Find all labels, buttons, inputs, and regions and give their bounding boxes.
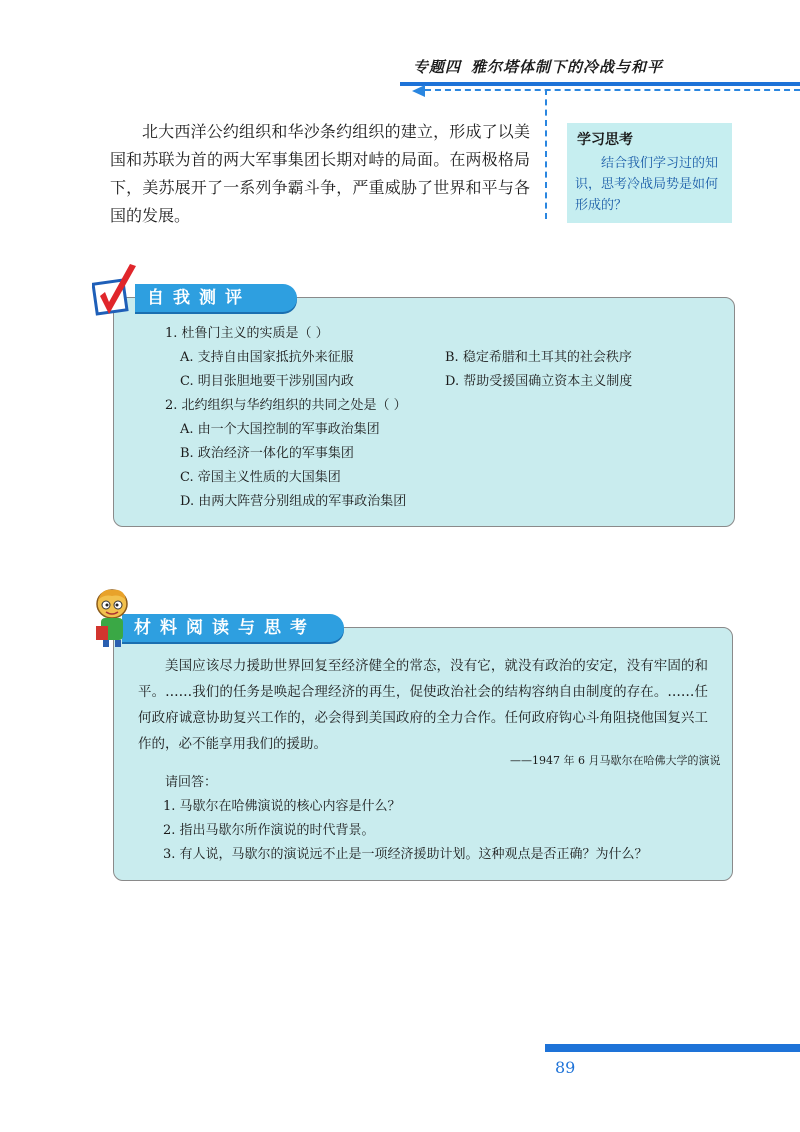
red-check-icon (92, 262, 142, 324)
think-box-title: 学习思考 (577, 132, 633, 148)
footer-rule (545, 1044, 800, 1052)
reading-question-3: 3. 有人说，马歇尔的演说远不止是一项经济援助计划。这种观点是否正确？为什么？ (163, 847, 648, 862)
self-test-tab: 自我测评 (135, 284, 297, 312)
q2-option-c: C. 帝国主义性质的大国集团 (180, 470, 341, 485)
reading-tab: 材料阅读与思考 (122, 614, 344, 642)
arrow-left-icon (412, 85, 425, 97)
cartoon-reader-icon (92, 588, 132, 648)
page-number: 89 (555, 1058, 576, 1077)
reading-source: ——1947 年 6 月马歇尔在哈佛大学的演说 (510, 754, 721, 767)
q1-option-c: C. 明目张胆地要干涉别国内政 (180, 374, 354, 389)
q2-option-b: B. 政治经济一体化的军事集团 (180, 446, 354, 461)
reading-prompt: 请回答： (165, 775, 218, 790)
q2-stem: 2. 北约组织与华约组织的共同之处是（ ） (165, 398, 407, 413)
reading-passage: 美国应该尽力援助世界回复至经济健全的常态，没有它，就没有政治的安定，没有牢固的和平。……我们的任务是唤起合理经济的再生，促使政治社会的结构容纳自由制度的存在。……任何政府诚意协助复兴工作的，必会得到美国政府的全力合作。任何政府钩心斗角阻挠他国复兴工作的，必不能享用我们的援助。 (138, 658, 708, 752)
reading-question-1: 1. 马歇尔在哈佛演说的核心内容是什么？ (163, 799, 401, 814)
think-box-body: 结合我们学习过的知识，思考冷战局势是如何形成的？ (575, 156, 719, 213)
chapter-name: 雅尔塔体制下的冷战与和平 (471, 58, 664, 76)
q1-option-d: D. 帮助受援国确立资本主义制度 (445, 374, 633, 389)
q1-option-b: B. 稳定希腊和土耳其的社会秩序 (445, 350, 632, 365)
margin-dashed-divider (545, 89, 547, 219)
q2-option-d: D. 由两大阵营分别组成的军事政治集团 (180, 494, 407, 509)
q2-option-a: A. 由一个大国控制的军事政治集团 (180, 422, 380, 437)
intro-paragraph: 北大西洋公约组织和华沙条约组织的建立，形成了以美国和苏联为首的两大军事集团长期对峙的局面。在两极格局下，美苏展开了一系列争霸斗争，严重威胁了世界和平与各国的发展。 (110, 122, 530, 225)
header-rule (400, 82, 800, 86)
q1-stem: 1. 杜鲁门主义的实质是（ ） (165, 326, 329, 341)
study-think-box (567, 123, 732, 223)
reading-question-2: 2. 指出马歇尔所作演说的时代背景。 (163, 823, 375, 838)
chapter-title (413, 56, 663, 77)
chapter-label: 专题四 (413, 58, 462, 76)
header-dashed-rule (425, 89, 800, 91)
q1-option-a: A. 支持自由国家抵抗外来征服 (180, 350, 354, 365)
